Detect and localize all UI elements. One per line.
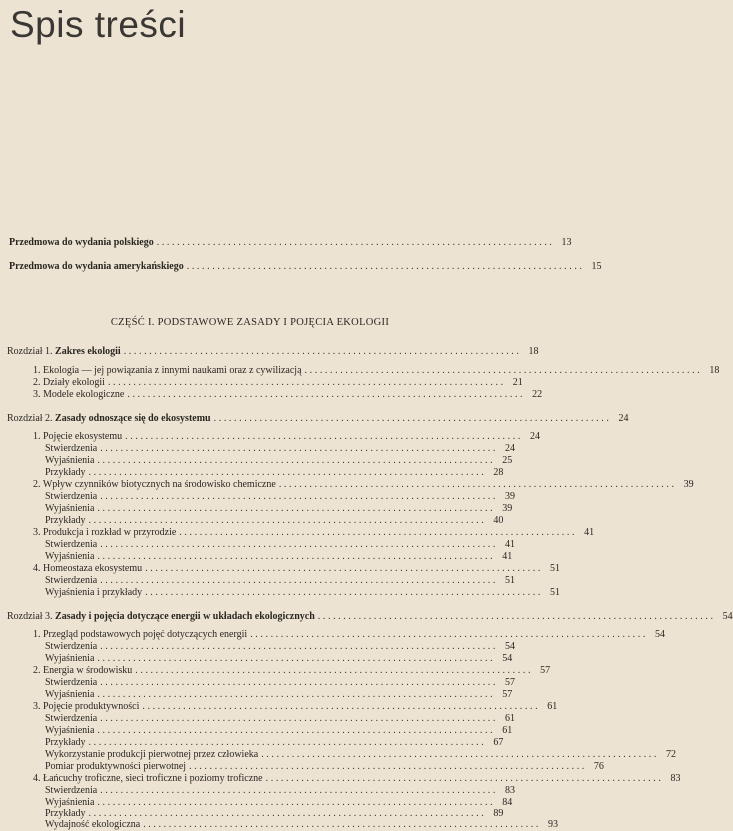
toc-entry-label: Stwierdzenia (45, 491, 98, 502)
dot-leader: .............................................................................. (179, 527, 578, 538)
dot-leader: .............................................................................. (88, 515, 487, 526)
toc-entry-label: Wykorzystanie produkcji pierwotnej przez człowieka (45, 749, 259, 760)
toc-page-number: 24 (618, 413, 629, 424)
dot-leader: .............................................................................. (189, 761, 587, 772)
toc-entry-label: Wyjaśnienia (45, 551, 95, 562)
toc-entry-label: 2. Działy ekologii (33, 377, 105, 388)
toc-page-number: 61 (505, 713, 516, 724)
dot-leader: .............................................................................. (100, 641, 499, 652)
toc-entry-label: 3. Pojęcie produktywności (33, 701, 140, 712)
toc-entry-label: Wyjaśnienia (45, 455, 95, 466)
toc-page-number: 54 (655, 629, 665, 640)
toc-entry-label: Przedmowa do wydania polskiego (9, 237, 154, 248)
dot-leader: .............................................................................. (100, 491, 499, 502)
dot-leader: .............................................................................. (88, 467, 487, 478)
dot-leader: .............................................................................. (304, 365, 703, 376)
toc-page-number: 41 (584, 527, 595, 538)
toc-entry-label: Wyjaśnienia (45, 797, 95, 808)
toc-entry-label: Wyjaśnienia (45, 689, 95, 700)
toc-entry-label: 3. Produkcja i rozkład w przyrodzie (33, 527, 177, 538)
dot-leader: .............................................................................. (261, 749, 660, 760)
dot-leader: .............................................................................. (100, 713, 499, 724)
toc-entry-label: 1. Ekologia — jej powiązania z innymi naukami oraz z cywilizacją (33, 365, 302, 376)
dot-leader: .............................................................................. (97, 725, 496, 736)
chapter-prefix: Rozdział 1. (7, 346, 53, 357)
toc-chapter-1[interactable] (7, 345, 539, 358)
toc-entry-label: Wyjaśnienia (45, 725, 95, 736)
toc-entry-label: Przykłady (45, 808, 86, 819)
toc-page-number: 39 (683, 479, 694, 490)
toc-page-number: 83 (505, 785, 516, 796)
toc-entry-label: 2. Energia w środowisku (33, 665, 133, 676)
chapter-heading (7, 412, 211, 425)
toc-page-number: 40 (493, 515, 504, 526)
toc-entry-label: Wyjaśnienia (45, 653, 95, 664)
dot-leader: .............................................................................. (265, 773, 664, 784)
dot-leader: .............................................................................. (127, 389, 526, 400)
toc-entry-label: Wyjaśnienia i przykłady (45, 587, 143, 598)
toc-entry-label: Wyjaśnienia (45, 503, 95, 514)
dot-leader: .............................................................................. (97, 797, 496, 808)
dot-leader: .............................................................................. (213, 413, 612, 424)
page-title: Spis treści (10, 4, 187, 45)
dot-leader: .............................................................................. (100, 575, 499, 586)
toc-entry-preface-polish[interactable] (9, 236, 572, 249)
chapter-prefix: Rozdział 2. (7, 413, 53, 424)
toc-entry-label: Stwierdzenia (45, 641, 98, 652)
toc-subentry[interactable] (45, 586, 560, 599)
dot-leader: .............................................................................. (186, 261, 585, 272)
chapter-title: Zakres ekologii (55, 346, 121, 357)
toc-entry-label: 2. Wpływ czynników biotycznych na środowisko chemiczne (33, 479, 276, 490)
dot-leader: .............................................................................. (142, 701, 541, 712)
toc-page-number: 25 (502, 455, 513, 466)
toc-page-number: 51 (549, 563, 560, 574)
toc-entry-label: 1. Pojęcie ekosystemu (33, 431, 123, 442)
toc-page-number: 21 (512, 377, 523, 388)
dot-leader: .............................................................................. (100, 785, 499, 796)
chapter-title: Zasady odnoszące się do ekosystemu (55, 413, 211, 424)
toc-subentry[interactable] (45, 818, 559, 831)
toc-entry-label: Przykłady (45, 467, 86, 478)
toc-page-number: 54 (722, 611, 733, 622)
toc-page-number: 41 (502, 551, 513, 562)
toc-page-number: 93 (548, 819, 559, 830)
dot-leader: .............................................................................. (156, 237, 555, 248)
toc-entry-label: Stwierdzenia (45, 575, 98, 586)
toc-entry-label: Przykłady (45, 737, 86, 748)
chapter-title: Zasady i pojęcia dotyczące energii w układach ekologicznych (55, 611, 315, 622)
toc-page-number: 24 (505, 443, 516, 454)
dot-leader: .............................................................................. (145, 563, 543, 574)
part-heading: CZĘŚĆ I. PODSTAWOWE ZASADY I POJĘCIA EKOLOGII (110, 317, 390, 328)
toc-page-number: 39 (502, 503, 513, 514)
toc-page-number: 61 (502, 725, 513, 736)
toc-chapter-2[interactable] (7, 412, 629, 425)
toc-entry-label: 4. Łańcuchy troficzne, sieci troficzne i poziomy troficzne (33, 773, 263, 784)
dot-leader: .............................................................................. (135, 665, 534, 676)
chapter-heading (7, 610, 315, 623)
dot-leader: .............................................................................. (100, 539, 499, 550)
toc-entry-label: 1. Przegląd podstawowych pojęć dotyczących energii (33, 629, 248, 640)
toc-entry-label: Wydajność ekologiczna (45, 819, 141, 830)
dot-leader: .............................................................................. (100, 443, 499, 454)
dot-leader: .............................................................................. (317, 611, 716, 622)
toc-page-number: 41 (505, 539, 516, 550)
dot-leader: .............................................................................. (125, 431, 523, 442)
toc-page-number: 28 (493, 467, 504, 478)
dot-leader: .............................................................................. (143, 819, 542, 830)
toc-page-number: 76 (593, 761, 604, 772)
dot-leader: .............................................................................. (107, 377, 506, 388)
toc-entry-preface-american[interactable] (9, 260, 602, 273)
toc-entry-label: Stwierdzenia (45, 785, 98, 796)
toc-chapter-3[interactable] (7, 610, 733, 623)
toc-entry-label: Stwierdzenia (45, 443, 98, 454)
toc-page-number: 13 (561, 237, 572, 248)
toc-entry[interactable] (33, 388, 543, 401)
toc-entry-label: Stwierdzenia (45, 677, 98, 688)
dot-leader: .............................................................................. (97, 503, 496, 514)
toc-page-number: 67 (493, 737, 504, 748)
chapter-prefix: Rozdział 3. (7, 611, 53, 622)
toc-page-number: 72 (666, 749, 677, 760)
chapter-heading (7, 345, 121, 358)
toc-page-number: 83 (670, 773, 681, 784)
dot-leader: .............................................................................. (100, 677, 499, 688)
dot-leader: .............................................................................. (145, 587, 543, 598)
toc-page-number: 15 (591, 261, 602, 272)
toc-entry-label: 4. Homeostaza ekosystemu (33, 563, 143, 574)
toc-page-number: 61 (547, 701, 558, 712)
toc-page-number: 22 (532, 389, 543, 400)
toc-entry-label: Stwierdzenia (45, 539, 98, 550)
toc-entry-label: Przykłady (45, 515, 86, 526)
dot-leader: .............................................................................. (123, 346, 522, 357)
toc-page-number: 18 (528, 346, 539, 357)
toc-page-number: 89 (493, 808, 504, 819)
toc-page-number: 24 (529, 431, 540, 442)
toc-page-number: 18 (709, 365, 720, 376)
dot-leader: .............................................................................. (88, 737, 487, 748)
toc-page-number: 51 (505, 575, 516, 586)
toc-page-number: 54 (502, 653, 513, 664)
toc-entry-label: Pomiar produktywności pierwotnej (45, 761, 187, 772)
toc-page-number: 57 (502, 689, 513, 700)
dot-leader: .............................................................................. (97, 689, 496, 700)
toc-entry-label: 3. Modele ekologiczne (33, 389, 125, 400)
toc-page-number: 57 (540, 665, 551, 676)
toc-entry-label: Stwierdzenia (45, 713, 98, 724)
dot-leader: .............................................................................. (97, 653, 496, 664)
toc-page-number: 84 (502, 797, 513, 808)
dot-leader: .............................................................................. (97, 455, 496, 466)
toc-page-number: 51 (549, 587, 560, 598)
dot-leader: .............................................................................. (250, 629, 648, 640)
dot-leader: .............................................................................. (278, 479, 677, 490)
dot-leader: .............................................................................. (88, 808, 487, 819)
toc-page-number: 54 (505, 641, 516, 652)
toc-page-number: 57 (505, 677, 516, 688)
dot-leader: .............................................................................. (97, 551, 496, 562)
toc-page-number: 39 (505, 491, 516, 502)
toc-entry-label: Przedmowa do wydania amerykańskiego (9, 261, 184, 272)
